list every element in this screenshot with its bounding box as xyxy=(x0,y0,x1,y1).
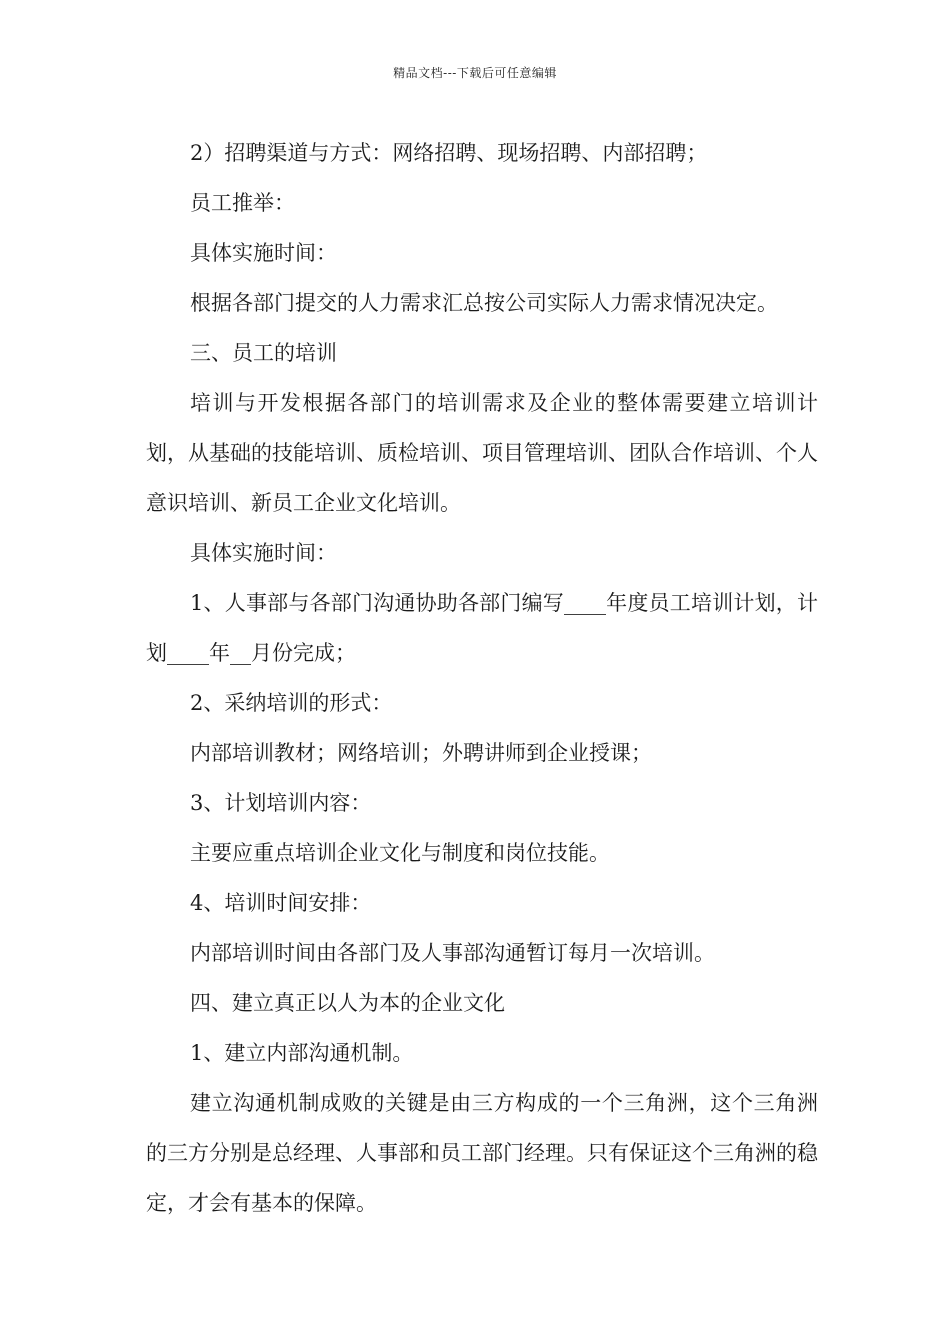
paragraph-manpower-demand: 根据各部门提交的人力需求汇总按公司实际人力需求情况决定。 xyxy=(190,291,778,315)
page-header: 精品文档---下载后可任意编辑 xyxy=(393,66,557,80)
section-heading-training: 三、员工的培训 xyxy=(190,341,337,365)
paragraph-employee-referral: 员工推举： xyxy=(190,191,295,215)
section-heading-culture: 四、建立真正以人为本的企业文化 xyxy=(190,991,505,1015)
paragraph-implementation-time-1: 具体实施时间： xyxy=(190,241,337,265)
paragraph-training-content: 主要应重点培训企业文化与制度和岗位技能。 xyxy=(190,841,610,865)
paragraph-training-schedule-heading: 4、培训时间安排： xyxy=(190,891,372,915)
paragraph-training-form-heading: 2、采纳培训的形式： xyxy=(190,691,393,715)
paragraph-training-plan: 1、人事部与各部门沟通协助各部门编写____年度员工培训计划，计划____年__月份完成； xyxy=(146,591,818,665)
paragraph-communication-mechanism: 建立沟通机制成败的关键是由三方构成的一个三角洲，这个三角洲的三方分别是总经理、人事部和员工部门经理。只有保证这个三角洲的稳定，才会有基本的保障。 xyxy=(146,1091,818,1215)
paragraph-training-content-heading: 3、计划培训内容： xyxy=(190,791,372,815)
paragraph-training-development: 培训与开发根据各部门的培训需求及企业的整体需要建立培训计划，从基础的技能培训、质检培训、项目管理培训、团队合作培训、个人意识培训、新员工企业文化培训。 xyxy=(146,391,818,515)
paragraph-training-forms: 内部培训教材；网络培训；外聘讲师到企业授课； xyxy=(190,741,652,765)
paragraph-recruitment-channels: 2）招聘渠道与方式：网络招聘、现场招聘、内部招聘； xyxy=(190,141,708,165)
paragraph-training-schedule: 内部培训时间由各部门及人事部沟通暂订每月一次培训。 xyxy=(190,941,715,965)
paragraph-implementation-time-2: 具体实施时间： xyxy=(190,541,337,565)
document-body xyxy=(146,128,818,1228)
paragraph-communication-mechanism-heading: 1、建立内部沟通机制。 xyxy=(190,1041,414,1065)
